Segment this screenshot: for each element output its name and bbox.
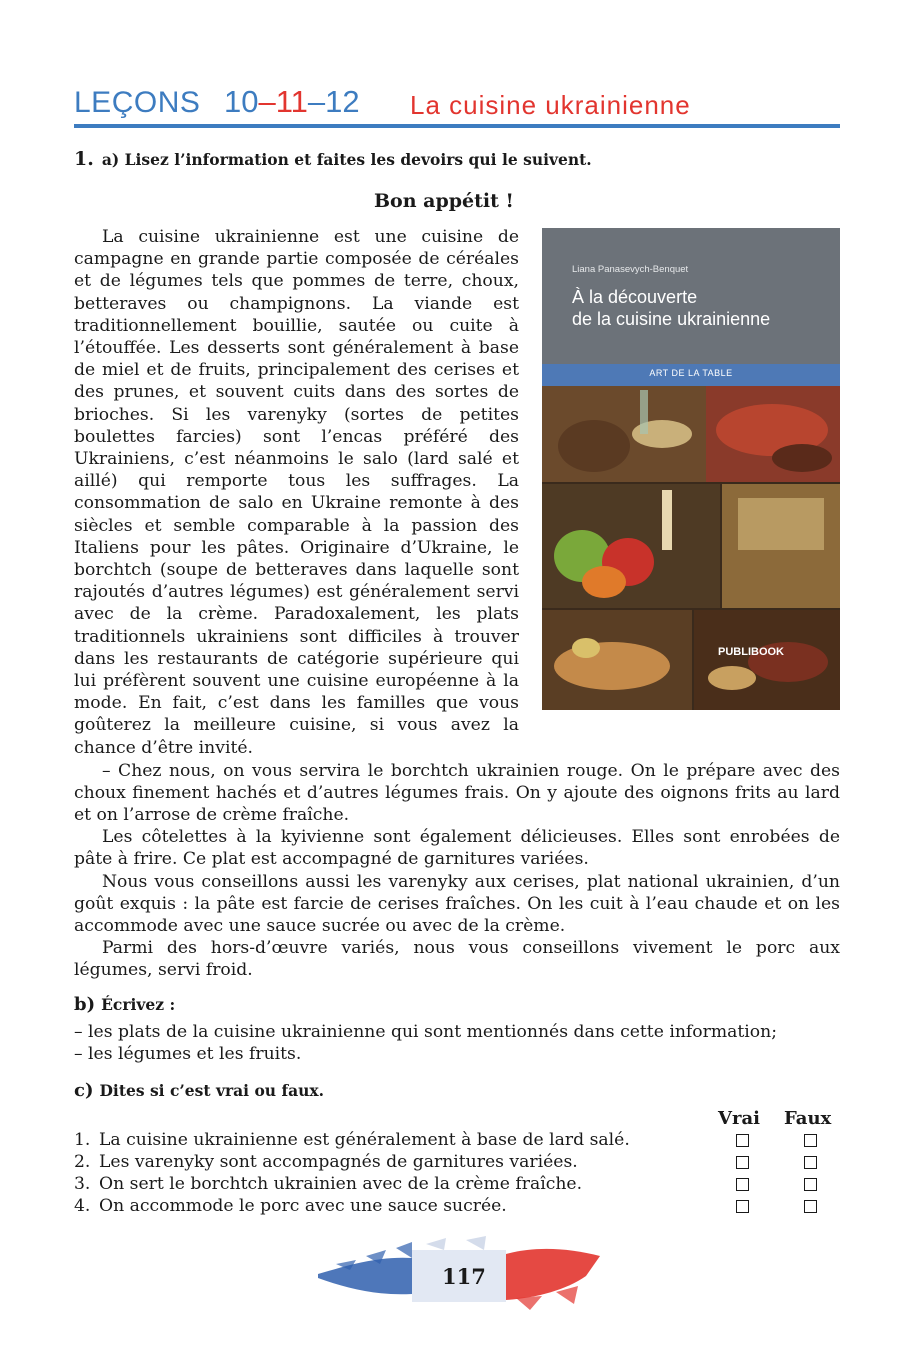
true-checkbox[interactable] — [736, 1200, 749, 1213]
book-title-line-1: À la découverte — [572, 287, 698, 307]
statement-text: Les varenyky sont accompagnés de garnitures variées. — [99, 1152, 578, 1172]
false-column-header: Faux — [784, 1108, 832, 1129]
text-subtitle: Bon appétit ! — [374, 190, 514, 212]
section-c-instruction: Dites si c’est vrai ou faux. — [99, 1081, 325, 1100]
lesson-number-first: 10 — [224, 84, 259, 119]
true-checkbox[interactable] — [736, 1134, 749, 1147]
false-checkbox[interactable] — [804, 1200, 817, 1213]
statement-row — [74, 1196, 840, 1218]
section-b-item: – les plats de la cuisine ukrainienne qui sont mentionnés dans cette information; — [74, 1022, 777, 1042]
page-number: 117 — [442, 1264, 486, 1289]
false-checkbox[interactable] — [804, 1156, 817, 1169]
food-photos-collage — [542, 386, 840, 710]
lesson-header — [74, 82, 840, 126]
book-title-line-2: de la cuisine ukrainienne — [572, 309, 771, 329]
section-b-heading — [74, 994, 175, 1015]
statement-row — [74, 1130, 840, 1152]
false-checkbox[interactable] — [804, 1178, 817, 1191]
lesson-number-sep2: – — [307, 84, 326, 119]
lesson-number-second: 11 — [275, 84, 308, 119]
statement-row — [74, 1174, 840, 1196]
true-checkbox[interactable] — [736, 1156, 749, 1169]
book-author: Liana Panasevych-Benquet — [572, 264, 689, 275]
exercise-number: 1. — [74, 148, 94, 170]
book-band — [542, 364, 840, 386]
statement-row — [74, 1152, 840, 1174]
section-c-heading — [74, 1080, 324, 1101]
lesson-title: La cuisine ukrainienne — [410, 90, 691, 120]
statement-number: 1. — [74, 1130, 91, 1150]
book-cover-image — [542, 228, 840, 710]
lesson-number-sep1: – — [258, 84, 276, 119]
lesson-number-third: 12 — [325, 84, 360, 119]
exercise-1-instruction — [74, 148, 592, 170]
lesson-numbers — [224, 84, 360, 120]
paragraph-5: Parmi des hors-d’œuvre variés, nous vous conseillons vivement le porc aux légumes, servi froid. — [74, 938, 840, 981]
section-b-item: – les légumes et les fruits. — [74, 1044, 302, 1064]
true-checkbox[interactable] — [736, 1178, 749, 1191]
statement-number: 2. — [74, 1152, 91, 1172]
lessons-label: LEÇONS — [74, 86, 201, 119]
book-title — [572, 286, 832, 330]
header-divider — [74, 124, 840, 128]
exercise-instruction-text: a) Lisez l’information et faites les devoirs qui le suivent. — [101, 150, 592, 169]
statement-text: La cuisine ukrainienne est généralement à base de lard salé. — [99, 1130, 630, 1150]
statement-number: 3. — [74, 1174, 91, 1194]
true-column-header: Vrai — [718, 1108, 760, 1129]
paragraph-3: Les côtelettes à la kyivienne sont également délicieuses. Elles sont enrobées de pâte à frire. Ce plat est accompagné de garnitures variées. — [74, 827, 840, 870]
publisher-logo: PUBLIBOOK — [718, 646, 784, 658]
paragraph-main: La cuisine ukrainienne est une cuisine de campagne en grande partie composée de céréales et de légumes tels que pommes de terre, choux, betteraves ou champignons. La viande est traditionnellement bouillie, sautée ou cuite à l’étouffée. Les desserts sont généralement à base de miel et de fruits, principalement des cerises et des prunes, et souvent cuits dans des sortes de brioches. Si les varenyky (sortes de petites boulettes farcies) sont l’encas préféré des Ukrainiens, c’est néanmoins le salo (lard salé et aillé) qui remporte tous les suffrages. La consommation de salo en Ukraine remonte à des siècles et semble comparable à la passion des Italiens pour les pâtes. Originaire d’Ukraine, le borchtch (soupe de betteraves dans laquelle sont rajoutés d’autres légumes) est généralement servi avec de la crème. Paradoxalement, les plats traditionnels ukrainiens sont difficiles à trouver dans les restaurants de catégorie supérieure qui lui préfèrent souvent une cuisine européenne à la mode. En fait, c’est dans les familles que vous goûterez la meilleure cuisine, si vous avez la chance d’être invité. — [74, 227, 519, 758]
book-band-label: ART DE LA TABLE — [649, 368, 733, 378]
false-checkbox[interactable] — [804, 1134, 817, 1147]
page-footer — [316, 1236, 602, 1316]
section-b-instruction: Écrivez : — [101, 995, 176, 1014]
paragraph-2: – Chez nous, on vous servira le borchtch ukrainien rouge. On le prépare avec des choux finement hachés et d’autres légumes frais. On y ajoute des oignons frits au lard et on l’arrose de crème fraîche. — [74, 761, 840, 826]
statement-text: On sert le borchtch ukrainien avec de la crème fraîche. — [99, 1174, 583, 1194]
paragraph-4: Nous vous conseillons aussi les varenyky aux cerises, plat national ukrainien, d’un goût exquis : la pâte est farcie de cerises fraîches. On les cuit à l’eau chaude et on les accommode avec une sauce sucrée ou avec de la crème. — [74, 872, 840, 937]
section-b-label: b) — [74, 994, 96, 1015]
section-c-label: c) — [74, 1080, 94, 1101]
statement-text: On accommode le porc avec une sauce sucrée. — [99, 1196, 507, 1216]
statement-number: 4. — [74, 1196, 91, 1216]
